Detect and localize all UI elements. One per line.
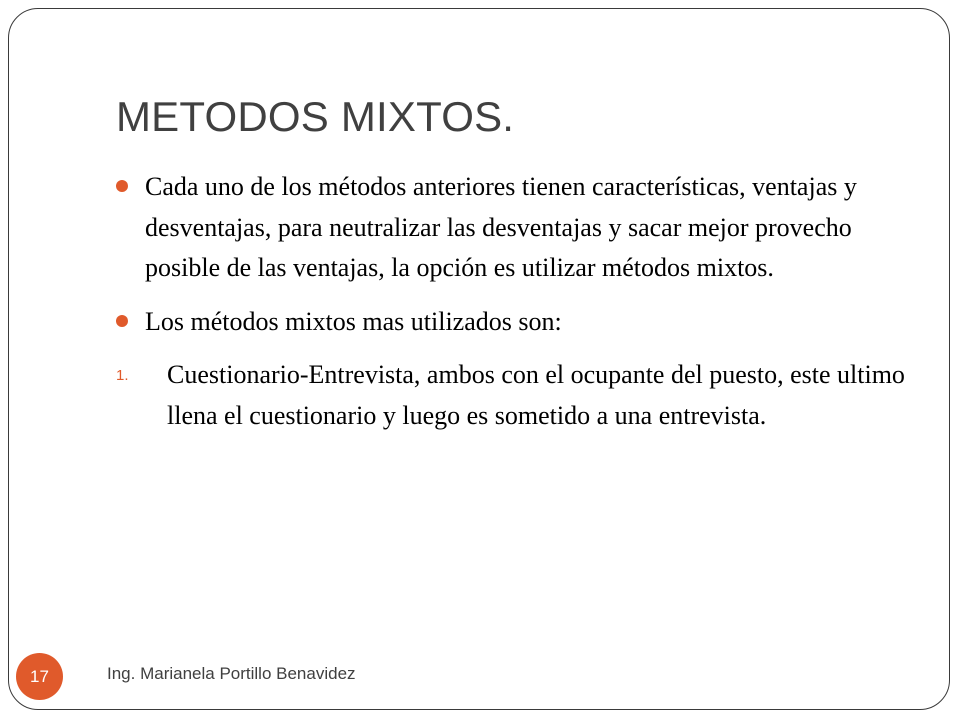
bullet-text: Cada uno de los métodos anteriores tienen características, ventajas y desventajas, para neutralizar las desventajas y sacar mejor provecho posible de las ventajas, la opción es utilizar métodos mixtos. [145, 172, 857, 282]
page-number: 17 [30, 666, 49, 686]
bullet-icon [116, 180, 128, 192]
slide-frame [8, 8, 950, 710]
footer-author: Ing. Marianela Portillo Benavidez [107, 664, 356, 683]
bullet-icon [116, 315, 128, 327]
numbered-text: Cuestionario-Entrevista, ambos con el ocupante del puesto, este ultimo llena el cuestionario y luego es sometido a una entrevista. [167, 360, 905, 430]
item-number: 1. [116, 367, 129, 384]
numbered-item [116, 355, 916, 436]
bullet-text: Los métodos mixtos mas utilizados son: [145, 306, 562, 336]
bullet-item [116, 167, 916, 289]
slide-title: METODOS MIXTOS. [116, 93, 515, 140]
bullet-item [116, 302, 916, 343]
content-list [116, 167, 916, 436]
page-number-badge [16, 653, 63, 700]
